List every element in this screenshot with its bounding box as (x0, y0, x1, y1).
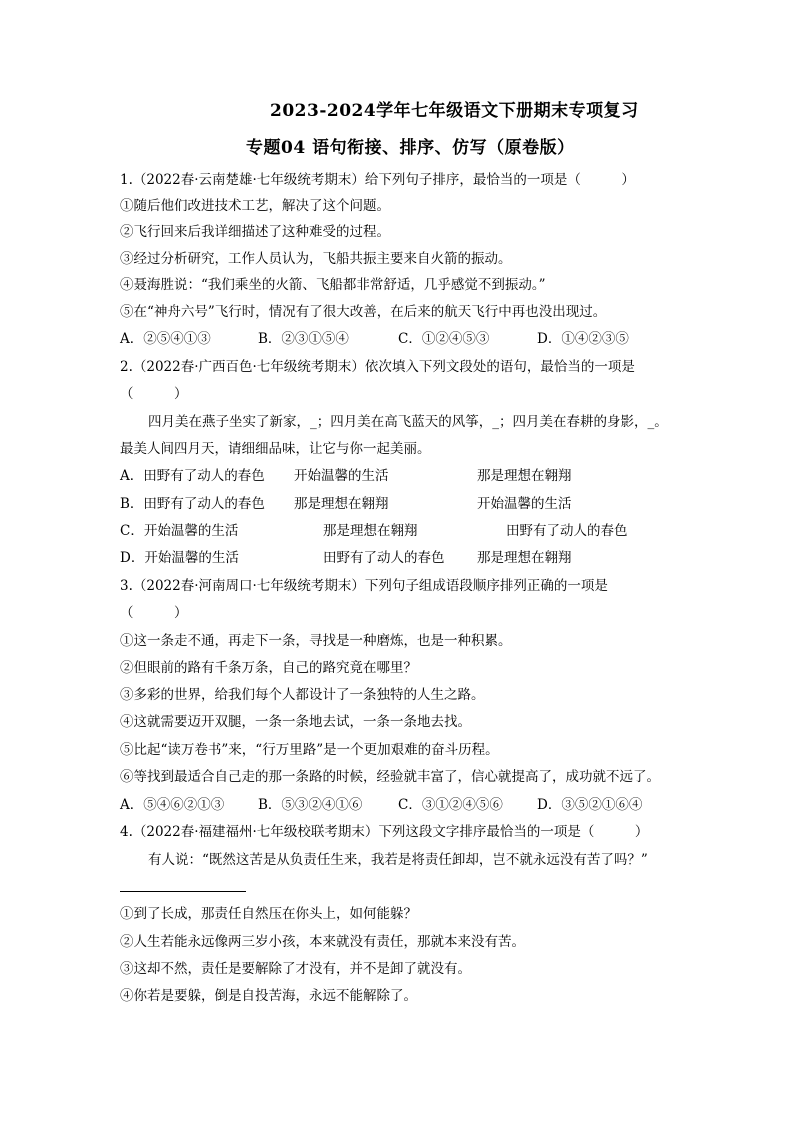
q3-option-a: A．⑤④⑥②①③ (120, 797, 225, 813)
q3-item-2: ②但眼前的路有千条万条，自己的路究竟在哪里？ (120, 660, 417, 676)
q3-option-c: C．③①②④⑤⑥ (398, 797, 503, 813)
q2-passage-line1: 四月美在燕子坐实了新家，_；四月美在高飞蓝天的风筝，_；四月美在春耕的身影，_。 (148, 414, 668, 430)
q1-option-d: D．①④②③⑤ (537, 331, 629, 347)
document-subtitle: 专题04 语句衔接、排序、仿写（原卷版） (246, 138, 575, 158)
q1-item-4: ④聂海胜说：“我们乘坐的火箭、飞船都非常舒适，几乎感觉不到振动。” (120, 277, 546, 293)
q2-option-d-2: 田野有了动人的春色 (323, 550, 445, 566)
q2-option-c-2: 那是理想在翱翔 (323, 523, 418, 539)
q1-item-2: ②飞行回来后我详细描述了这种难受的过程。 (120, 224, 390, 240)
q2-option-a-1: A．田野有了动人的春色 (120, 468, 265, 484)
q1-item-1: ①随后他们改进技术工艺，解决了这个问题。 (120, 198, 390, 214)
q4-item-4: ④你若是要躲，倒是自投苦海，永远不能解除了。 (120, 988, 417, 1004)
q1-item-5: ⑤在“神舟六号”飞行时，情况有了很大改善，在后来的航天飞行中再也没出现过。 (120, 304, 607, 320)
q3-item-5: ⑤比起“读万卷书”来，“行万里路”是一个更加艰难的奋斗历程。 (120, 742, 499, 758)
q3-item-1: ①这一条走不通，再走下一条，寻找是一种磨炼，也是一种积累。 (120, 633, 512, 649)
q2-option-d-1: D．开始温馨的生活 (120, 550, 239, 566)
q2-option-b-1: B．田野有了动人的春色 (120, 496, 265, 512)
q1-option-a: A．②⑤④①③ (120, 331, 211, 347)
q2-stem-paren: （ ） (120, 386, 188, 402)
q1-stem: 1.（2022春·云南楚雄·七年级统考期末）给下列句子排序，最恰当的一项是（ ） (120, 172, 635, 188)
q3-stem: 3.（2022春·河南周口·七年级统考期末）下列句子组成语段顺序排列正确的一项是 (120, 578, 608, 594)
q2-option-b-2: 那是理想在翱翔 (294, 496, 389, 512)
footnote-divider (120, 891, 246, 892)
q1-option-c: C．①②④⑤③ (398, 331, 490, 347)
q1-option-b: B．②③①⑤④ (258, 331, 349, 347)
q4-item-3: ③这却不然，责任是要解除了才没有，并不是卸了就没有。 (120, 961, 471, 977)
q3-stem-paren: （ ） (120, 605, 188, 621)
q2-option-a-3: 那是理想在翱翔 (477, 468, 572, 484)
q2-option-b-3: 开始温馨的生活 (477, 496, 572, 512)
q3-option-d: D．③⑤②①⑥④ (537, 797, 643, 813)
q2-passage-line2: 最美人间四月天，请细细品味，让它与你一起美丽。 (120, 441, 431, 457)
q3-item-3: ③多彩的世界，给我们每个人都设计了一条独特的人生之路。 (120, 687, 485, 703)
q4-item-1: ①到了长成，那责任自然压在你头上，如何能躲？ (120, 906, 417, 922)
q2-stem: 2.（2022春·广西百色·七年级统考期末）依次填入下列文段处的语句，最恰当的一项是 (120, 359, 635, 375)
q4-item-2: ②人生若能永远像两三岁小孩，本来就没有责任，那就本来没有苦。 (120, 934, 525, 950)
q2-option-c-1: C．开始温馨的生活 (120, 523, 239, 539)
q2-option-d-3: 那是理想在翱翔 (477, 550, 572, 566)
document-title: 2023-2024学年七年级语文下册期末专项复习 (270, 101, 639, 121)
q2-option-c-3: 田野有了动人的春色 (506, 523, 628, 539)
q3-item-6: ⑥等找到最适合自己走的那一条路的时候，经验就丰富了，信心就提高了，成功就不远了。 (120, 769, 660, 785)
q3-item-4: ④这就需要迈开双腿，一条一条地去试，一条一条地去找。 (120, 714, 471, 730)
q2-option-a-2: 开始温馨的生活 (294, 468, 389, 484)
q3-option-b: B．⑤③②④①⑥ (258, 797, 363, 813)
q4-quote: 有人说：“既然这苦是从负责任生来，我若是将责任卸却，岂不就永远没有苦了吗？” (148, 852, 648, 868)
q4-stem: 4.（2022春·福建福州·七年级校联考期末）下列这段文字排序最恰当的一项是（ ） (120, 824, 649, 840)
q1-item-3: ③经过分析研究，工作人员认为，飞船共振主要来自火箭的振动。 (120, 251, 512, 267)
